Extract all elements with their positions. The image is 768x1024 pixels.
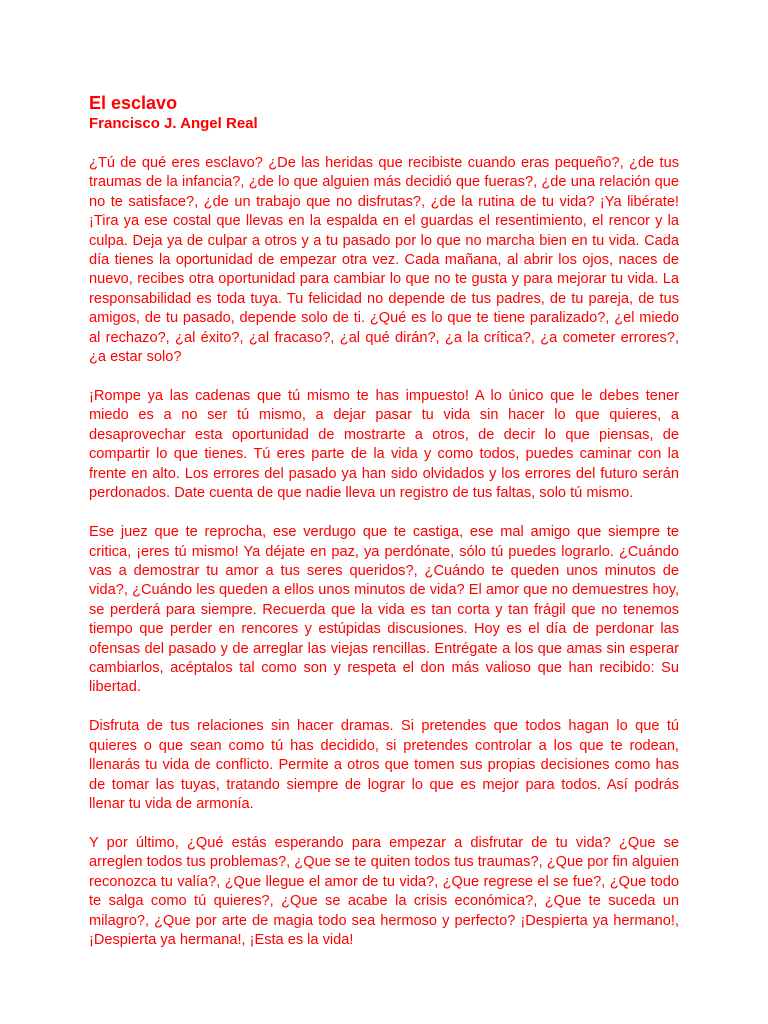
paragraph-5: Y por último, ¿Qué estás esperando para empezar a disfrutar de tu vida? ¿Que se arreglen todos tus problemas?, ¿Que se te quiten todos tus traumas?, ¿Que por fin alguien reconozca tu valía?, ¿Que llegue el amor de tu vida?, ¿Que regrese el se fue?, ¿Que todo te salga como tú quieres?, ¿Que se acabe la crisis económica?, ¿Que te suceda un milagro?, ¿Que por arte de magia todo sea hermoso y perfecto? ¡Despierta ya hermano!, ¡Despierta ya hermana!, ¡Esta es la vida! (89, 834, 679, 948)
document-title: El esclavo (89, 93, 178, 113)
document-author: Francisco J. Angel Real (89, 115, 258, 132)
paragraph-2: ¡Rompe ya las cadenas que tú mismo te has impuesto! A lo único que le debes tener miedo es a no ser tú mismo, a dejar pasar tu vida sin hacer lo que quieres, a desaprovechar esta oportunidad de mostrarte a otros, de decir lo que piensas, de compartir lo que tienes. Tú eres parte de la vida y como todos, puedes caminar con la frente en alto. Los errores del pasado ya han sido olvidados y los errores del futuro serán perdonados. Date cuenta de que nadie lleva un registro de tus faltas, solo tú mismo. (89, 388, 679, 502)
paragraph-3: Ese juez que te reprocha, ese verdugo que te castiga, ese mal amigo que siempre te critica, ¡eres tú mismo! Ya déjate en paz, ya perdónate, sólo tú puedes lograrlo. ¿Cuándo vas a demostrar tu amor a tus seres queridos?, ¿Cuándo te queden unos minutos de vida?, ¿Cuándo les queden a ellos unos minutos de vida? El amor que no demuestres hoy, se perderá para siempre. Recuerda que la vida es tan corta y tan frágil que no tenemos tiempo que perder en rencores y estúpidas discusiones. Hoy es el día de perdonar las ofensas del pasado y de arreglar las viejas rencillas. Entrégate a los que amas sin esperar cambiarlos, acéptalos tal como son y respeta el don más valioso que han recibido: Su libertad. (89, 524, 679, 696)
paragraph-1: ¿Tú de qué eres esclavo? ¿De las heridas que recibiste cuando eras pequeño?, ¿de tus traumas de la infancia?, ¿de lo que alguien más decidió que fueras?, ¿de una relación que no te satisface?, ¿de un trabajo que no disfrutas?, ¿de la rutina de tu vida? ¡Ya libérate! ¡Tira ya ese costal que llevas en la espalda en el guardas el resentimiento, el rencor y la culpa. Deja ya de culpar a otros y a tu pasado por lo que no marcha bien en tu vida. Cada día tienes la oportunidad de empezar otra vez. Cada mañana, al abrir los ojos, naces de nuevo, recibes otra oportunidad para cambiar lo que no te gusta y para mejorar tu vida. La responsabilidad es toda tuya. Tu felicidad no depende de tus padres, de tu pareja, de tus amigos, de tu pasado, depende solo de ti. ¿Qué es lo que te tiene paralizado?, ¿el miedo al rechazo?, ¿al éxito?, ¿al fracaso?, ¿al qué dirán?, ¿a la crítica?, ¿a cometer errores?, ¿a estar solo? (89, 155, 679, 366)
paragraph-4: Disfruta de tus relaciones sin hacer dramas. Si pretendes que todos hagan lo que tú quieres o que sean como tú has decidido, si pretendes controlar a los que te rodean, llenarás tu vida de conflicto. Permite a otros que tomen sus propias decisiones como has de tomar las tuyas, tratando siempre de lograr lo que es mejor para todos. Así podrás llenar tu vida de armonía. (89, 718, 679, 812)
